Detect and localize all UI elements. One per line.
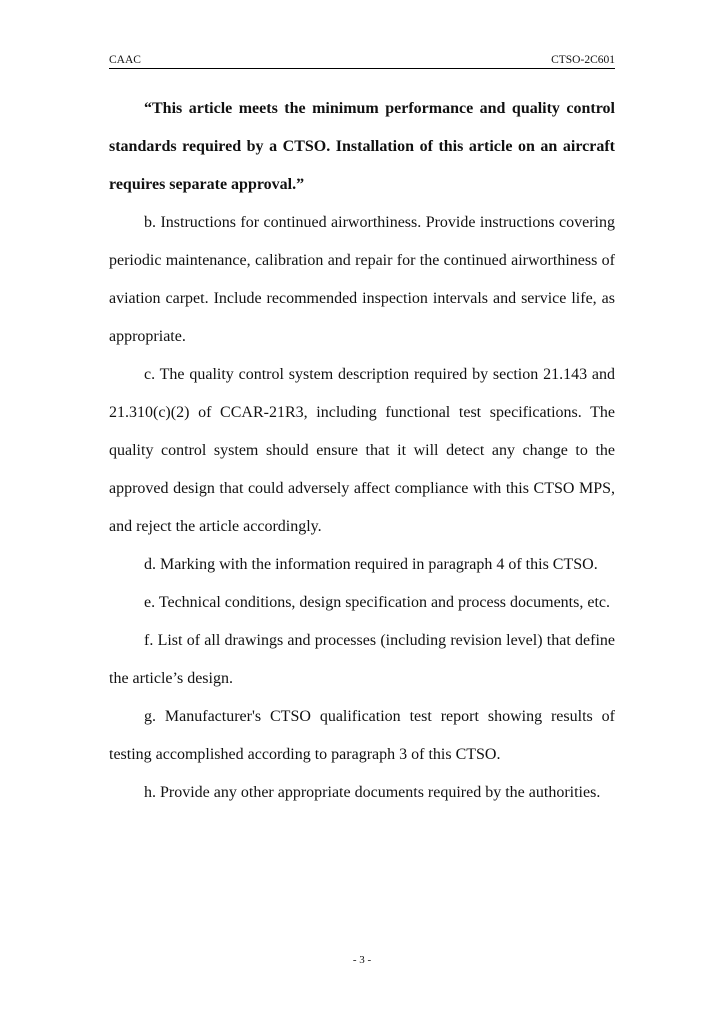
item-h-paragraph: h. Provide any other appropriate documents required by the authorities. (144, 784, 601, 801)
item-e-paragraph: e. Technical conditions, design specification and process documents, etc. (144, 594, 610, 611)
item-g-paragraph: g. Manufacturer's CTSO qualification test report showing results of testing accomplished according to paragraph 3 of this CTSO. (109, 708, 615, 763)
item-b-paragraph: b. Instructions for continued airworthiness. Provide instructions covering periodic maintenance, calibration and repair for the continued airworthiness of aviation carpet. Include recommended inspection intervals and service life, as appropriate. (109, 214, 615, 345)
approval-statement: “This article meets the minimum performance and quality control standards required by a CTSO. Installation of this article on an aircraft requires separate approval.” (109, 100, 615, 193)
item-f-paragraph: f. List of all drawings and processes (including revision level) that define the article’s design. (109, 632, 615, 687)
page-number: - 3 - (352, 954, 372, 966)
page-header (109, 52, 615, 69)
document-body (109, 90, 615, 812)
header-doc-number: CTSO-2C601 (551, 54, 615, 66)
header-org: CAAC (109, 54, 141, 66)
item-d-paragraph: d. Marking with the information required in paragraph 4 of this CTSO. (144, 556, 598, 573)
item-c-paragraph: c. The quality control system description required by section 21.143 and 21.310(c)(2) of CCAR-21R3, including functional test specifications. The quality control system should ensure that it will detect any change to the approved design that could adversely affect compliance with this CTSO MPS, and reject the article accordingly. (109, 366, 615, 535)
